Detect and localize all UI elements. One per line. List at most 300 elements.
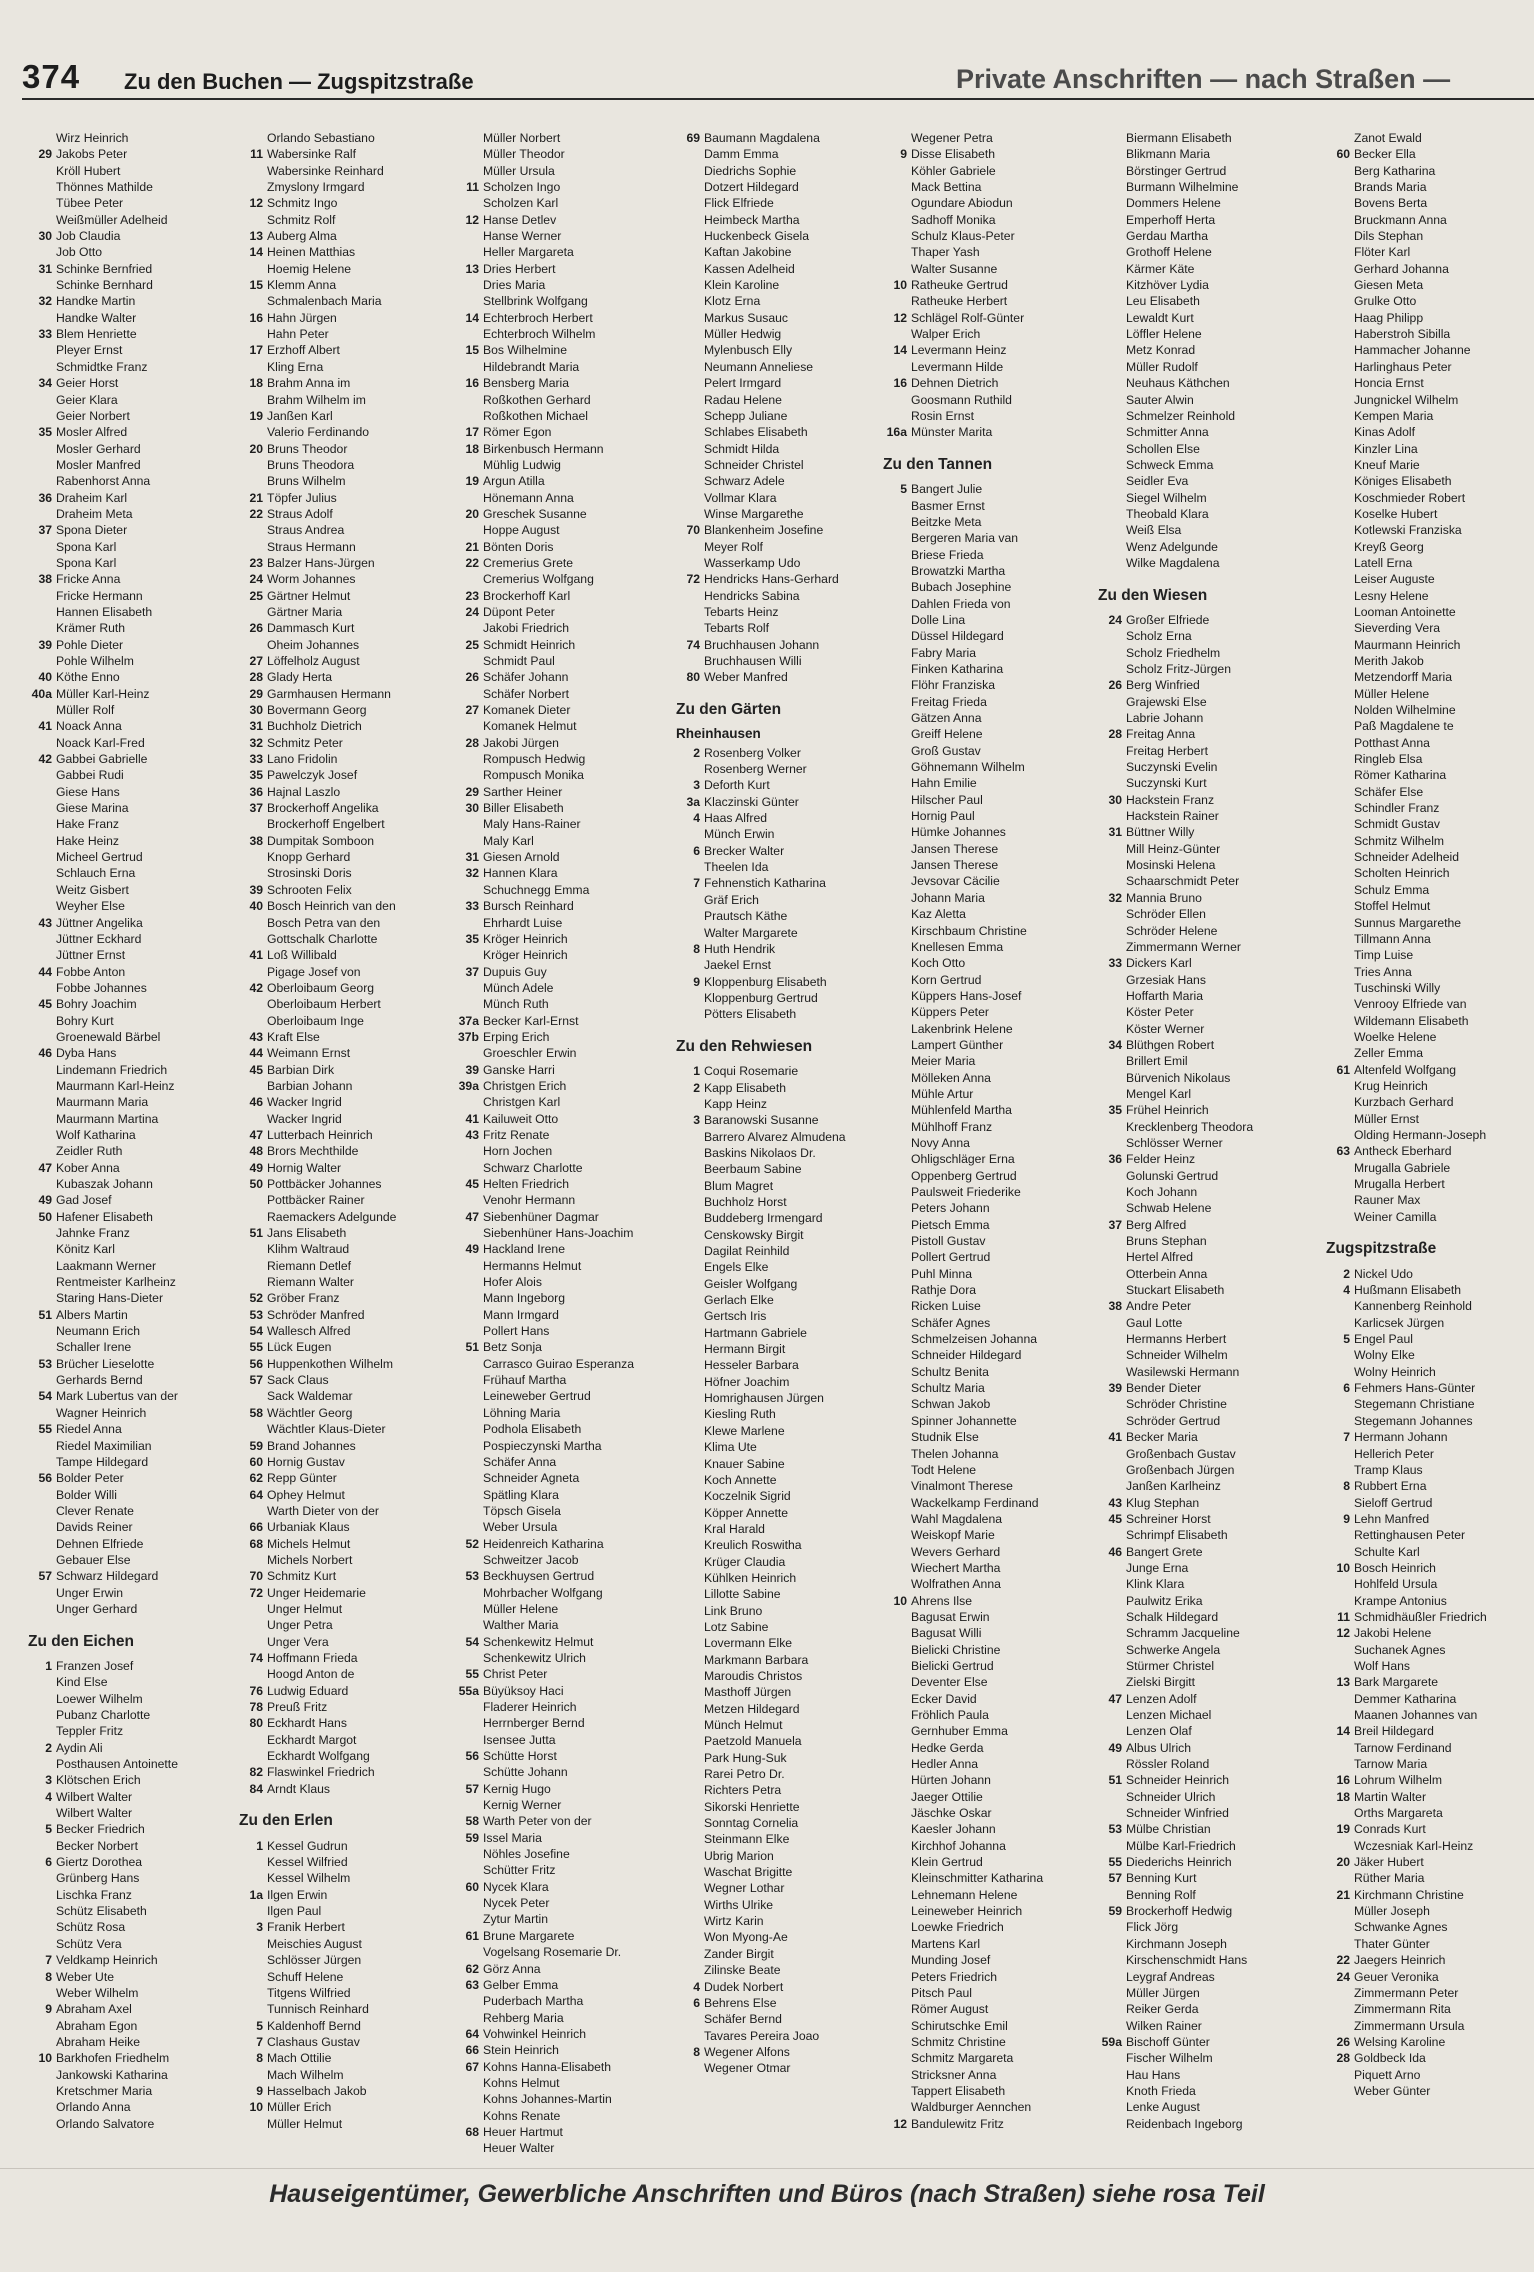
- house-number: 39a: [458, 1078, 479, 1093]
- house-number: 50: [38, 1209, 52, 1224]
- resident-name: Schneider Heinrich: [1126, 1773, 1229, 1788]
- directory-entry: [1320, 392, 1534, 408]
- directory-entry: [670, 794, 895, 810]
- directory-entry: [877, 1625, 1102, 1641]
- directory-entry: [1092, 1037, 1317, 1053]
- resident-name: Bolder Peter: [56, 1471, 124, 1486]
- directory-entry: [1320, 947, 1534, 963]
- directory-entry: [1320, 1544, 1534, 1560]
- house-number: 18: [1336, 1789, 1350, 1804]
- resident-name: Brockerhoff Karl: [483, 588, 571, 603]
- directory-entry: [1320, 1740, 1534, 1756]
- resident-name: Flick Elfriede: [704, 196, 774, 211]
- directory-entry: [1320, 473, 1534, 489]
- resident-name: Scholz Erna: [1126, 629, 1192, 644]
- resident-name: Park Hung-Suk: [704, 1750, 787, 1765]
- directory-entry: [233, 1952, 458, 1968]
- directory-entry: [1092, 539, 1317, 555]
- directory-entry: [1092, 1658, 1317, 1674]
- directory-entry: [22, 1323, 247, 1339]
- resident-name: Weber Günter: [1354, 2083, 1431, 2098]
- house-number: 7: [693, 876, 700, 891]
- house-number: 3: [45, 1773, 52, 1788]
- resident-name: Martens Karl: [911, 1936, 981, 1951]
- resident-name: Schütte Horst: [483, 1749, 557, 1764]
- resident-name: Rentmeister Karlheinz: [56, 1275, 176, 1290]
- resident-name: Wächtler Klaus-Dieter: [267, 1422, 386, 1437]
- directory-entry: [1092, 228, 1317, 244]
- directory-entry: [1092, 1495, 1317, 1511]
- directory-entry: [1320, 1209, 1534, 1225]
- resident-name: Lakenbrink Helene: [911, 1021, 1013, 1036]
- directory-entry: [877, 923, 1102, 939]
- directory-entry: [22, 1029, 247, 1045]
- directory-entry: [877, 1086, 1102, 1102]
- directory-entry: [877, 1658, 1102, 1674]
- house-number: 41: [465, 1111, 479, 1126]
- directory-entry: [22, 2116, 247, 2132]
- resident-name: Damm Emma: [704, 147, 779, 162]
- resident-name: Schinke Bernhard: [56, 278, 153, 293]
- directory-entry: [1092, 1200, 1317, 1216]
- resident-name: Schwarz Charlotte: [483, 1160, 583, 1175]
- resident-name: Diederichs Heinrich: [1126, 1855, 1232, 1870]
- directory-entry: [449, 1454, 674, 1470]
- directory-entry: [1320, 539, 1534, 555]
- house-number: 19: [249, 408, 263, 423]
- resident-name: Gröber Franz: [267, 1291, 340, 1306]
- resident-name: Weiß Elsa: [1126, 523, 1182, 538]
- resident-name: Berg Winfried: [1126, 678, 1200, 693]
- resident-name: Eckhardt Hans: [267, 1716, 347, 1731]
- resident-name: Fehnenstich Katharina: [704, 876, 826, 891]
- directory-entry: [449, 1993, 674, 2009]
- resident-name: Stricksner Anna: [911, 2067, 997, 2082]
- house-number: 17: [249, 343, 263, 358]
- directory-entry: [1320, 1127, 1534, 1143]
- resident-name: Hasselbach Jakob: [267, 2083, 367, 2098]
- resident-name: Köthe Enno: [56, 670, 120, 685]
- resident-name: Hanse Detlev: [483, 212, 557, 227]
- directory-entry: [670, 1129, 895, 1145]
- directory-entry: [449, 1781, 674, 1797]
- directory-entry: [1092, 1887, 1317, 1903]
- resident-name: Rubbert Erna: [1354, 1479, 1427, 1494]
- resident-name: Blankenheim Josefine: [704, 523, 824, 538]
- directory-entry: [1092, 677, 1317, 693]
- resident-name: Hildebrandt Maria: [483, 359, 580, 374]
- house-number: 14: [249, 245, 263, 260]
- house-number: 80: [249, 1716, 263, 1731]
- house-number: 84: [249, 1781, 263, 1796]
- resident-name: Nycek Peter: [483, 1896, 550, 1911]
- directory-entry: [233, 702, 458, 718]
- resident-name: Peters Friedrich: [911, 1969, 998, 1984]
- resident-name: Rettinghausen Peter: [1354, 1528, 1466, 1543]
- directory-entry: [877, 1184, 1102, 1200]
- directory-entry: [449, 1192, 674, 1208]
- resident-name: Leineweber Gertrud: [483, 1389, 591, 1404]
- house-number: 8: [1343, 1479, 1350, 1494]
- resident-name: Kärmer Käte: [1126, 261, 1195, 276]
- resident-name: Theelen Ida: [704, 860, 769, 875]
- resident-name: Hahn Peter: [267, 327, 329, 342]
- resident-name: Walper Erich: [911, 327, 981, 342]
- house-number: 55: [38, 1422, 52, 1437]
- directory-entry: [1092, 1266, 1317, 1282]
- resident-name: Münster Marita: [911, 425, 993, 440]
- directory-entry: [877, 1021, 1102, 1037]
- directory-entry: [1320, 1143, 1534, 1159]
- directory-entry: [1092, 375, 1317, 391]
- resident-name: Goldbeck Ida: [1354, 2051, 1426, 2066]
- directory-entry: [233, 1585, 458, 1601]
- resident-name: Schaller Irene: [56, 1340, 132, 1355]
- house-number: 61: [1336, 1062, 1350, 1077]
- directory-entry: [1320, 1593, 1534, 1609]
- resident-name: Gelber Emma: [483, 1977, 559, 1992]
- resident-name: Wagner Heinrich: [56, 1405, 147, 1420]
- resident-name: Schneider Winfried: [1126, 1806, 1229, 1821]
- house-number: 32: [38, 294, 52, 309]
- directory-entry: [670, 637, 895, 653]
- resident-name: Koselke Hubert: [1354, 506, 1438, 521]
- resident-name: Looman Antoinette: [1354, 604, 1456, 619]
- house-number: 12: [249, 196, 263, 211]
- resident-name: Wasilewski Hermann: [1126, 1364, 1240, 1379]
- directory-entry: [233, 1870, 458, 1886]
- house-number: 22: [249, 506, 263, 521]
- directory-entry: [877, 481, 1102, 497]
- resident-name: Urbaniak Klaus: [267, 1520, 350, 1535]
- directory-entry: [1320, 2050, 1534, 2066]
- directory-entry: [1320, 179, 1534, 195]
- resident-name: Wegener Petra: [911, 131, 993, 145]
- resident-name: Antheck Eberhard: [1354, 1144, 1452, 1159]
- resident-name: Lenzen Michael: [1126, 1708, 1212, 1722]
- directory-entry: [233, 604, 458, 620]
- directory-entry: [233, 1601, 458, 1617]
- directory-entry: [670, 875, 895, 891]
- resident-name: Greiff Helene: [911, 727, 983, 742]
- directory-entry: [22, 163, 247, 179]
- resident-name: Hahn Jürgen: [267, 310, 337, 325]
- directory-entry: [22, 228, 247, 244]
- resident-name: Maurmann Karl-Heinz: [56, 1078, 175, 1093]
- directory-entry: [233, 1323, 458, 1339]
- resident-name: Fricke Hermann: [56, 588, 143, 603]
- directory-entry: [449, 1961, 674, 1977]
- directory-entry: [1092, 522, 1317, 538]
- directory-entry: [670, 571, 895, 587]
- house-number: 54: [38, 1389, 52, 1404]
- resident-name: Kirchmann Joseph: [1126, 1936, 1227, 1951]
- resident-name: Schmitz Christine: [911, 2034, 1006, 2049]
- directory-entry: [449, 1176, 674, 1192]
- directory-entry: [449, 1683, 674, 1699]
- resident-name: Bosch Heinrich: [1354, 1560, 1436, 1575]
- house-number: 22: [1336, 1953, 1350, 1968]
- resident-name: Wallesch Alfred: [267, 1324, 351, 1339]
- directory-entry: [670, 1006, 895, 1022]
- resident-name: Hohlfeld Ursula: [1354, 1577, 1438, 1592]
- resident-name: Loewer Wilhelm: [56, 1691, 143, 1706]
- resident-name: Wilbert Walter: [56, 1789, 133, 1804]
- directory-entry: [670, 1586, 895, 1602]
- directory-entry: [233, 244, 458, 260]
- directory-entry: [449, 179, 674, 195]
- directory-entry: [670, 522, 895, 538]
- directory-entry: [877, 579, 1102, 595]
- resident-name: Titgens Wilfried: [267, 1985, 351, 2000]
- resident-name: Rosenberg Volker: [704, 745, 801, 760]
- house-number: 12: [1336, 1626, 1350, 1641]
- resident-name: Zeidler Ruth: [56, 1144, 123, 1159]
- directory-entry: [233, 1372, 458, 1388]
- directory-entry: [877, 2034, 1102, 2050]
- directory-entry: [877, 1593, 1102, 1609]
- resident-name: Sauter Alwin: [1126, 392, 1194, 407]
- resident-name: Sonntag Cornelia: [704, 1816, 799, 1831]
- resident-name: Schmidhäußler Friedrich: [1354, 1609, 1487, 1624]
- resident-name: Mach Wilhelm: [267, 2067, 344, 2082]
- resident-name: Honcia Ernst: [1354, 376, 1424, 391]
- house-number: 40: [249, 899, 263, 914]
- directory-entry: [670, 1161, 895, 1177]
- house-number: 54: [465, 1634, 479, 1649]
- resident-name: Blem Henriette: [56, 327, 137, 342]
- directory-entry: [449, 1274, 674, 1290]
- resident-name: Schmelzer Reinhold: [1126, 408, 1236, 423]
- resident-name: Schmidt Heinrich: [483, 637, 576, 652]
- resident-name: Metzendorff Maria: [1354, 670, 1452, 685]
- house-number: 3a: [686, 794, 700, 809]
- directory-entry: [877, 1576, 1102, 1592]
- resident-name: Schröder Christine: [1126, 1397, 1227, 1412]
- directory-entry: [449, 1536, 674, 1552]
- directory-entry: [1092, 2034, 1317, 2050]
- house-number: 48: [249, 1144, 263, 1159]
- directory-entry: [1092, 1151, 1317, 1167]
- directory-entry: [877, 1969, 1102, 1985]
- directory-entry: [670, 826, 895, 842]
- resident-name: Unger Helmut: [267, 1601, 343, 1616]
- directory-entry: [449, 1388, 674, 1404]
- directory-entry: [233, 1438, 458, 1454]
- directory-entry: [22, 1536, 247, 1552]
- directory-entry: [233, 1470, 458, 1486]
- house-number: 31: [1108, 825, 1122, 840]
- resident-name: Thaper Yash: [911, 245, 980, 260]
- resident-name: Schmitz Margareta: [911, 2051, 1014, 2066]
- resident-name: Zimmermann Werner: [1126, 939, 1241, 954]
- resident-name: Schütz Rosa: [56, 1920, 126, 1935]
- resident-name: Kühlken Heinrich: [704, 1570, 797, 1585]
- house-number: 40: [38, 670, 52, 685]
- resident-name: Schneider Christel: [704, 457, 804, 472]
- directory-entry: [22, 996, 247, 1012]
- house-number: 35: [465, 931, 479, 946]
- resident-name: Jäschke Oskar: [911, 1806, 992, 1821]
- house-number: 78: [249, 1700, 263, 1714]
- directory-entry: [22, 375, 247, 391]
- house-number: 57: [1108, 1871, 1122, 1886]
- directory-entry: [1092, 1315, 1317, 1331]
- resident-name: Davids Reiner: [56, 1520, 133, 1535]
- house-number: 55a: [458, 1683, 479, 1698]
- resident-name: Jüttner Ernst: [56, 948, 126, 963]
- house-number: 8: [693, 2044, 700, 2059]
- house-number: 66: [465, 2043, 479, 2058]
- resident-name: Gärtner Helmut: [267, 588, 351, 603]
- directory-entry: [449, 1013, 674, 1029]
- resident-name: Mrugalla Gabriele: [1354, 1160, 1451, 1175]
- resident-name: Roßkothen Michael: [483, 408, 588, 423]
- directory-entry: [1092, 824, 1317, 840]
- directory-entry: [449, 702, 674, 718]
- resident-name: Zimmermann Ursula: [1354, 2018, 1465, 2033]
- resident-name: Kral Harald: [704, 1521, 765, 1536]
- directory-entry: [22, 2099, 247, 2115]
- directory-entry: [449, 1634, 674, 1650]
- resident-name: Kaldenhoff Bernd: [267, 2018, 361, 2033]
- resident-name: Könitz Karl: [56, 1242, 115, 1257]
- directory-entry: [877, 392, 1102, 408]
- resident-name: Berg Alfred: [1126, 1217, 1187, 1232]
- directory-entry: [1320, 718, 1534, 734]
- directory-entry: [22, 653, 247, 669]
- directory-entry: [233, 539, 458, 555]
- directory-entry: [449, 1209, 674, 1225]
- resident-name: Christgen Karl: [483, 1095, 561, 1110]
- resident-name: Fritz Renate: [483, 1127, 550, 1142]
- resident-name: Reiker Gerda: [1126, 2002, 1199, 2017]
- directory-entry: [233, 195, 458, 211]
- resident-name: Cremerius Grete: [483, 555, 574, 570]
- directory-entry: [1320, 2018, 1534, 2034]
- directory-entry: [877, 2001, 1102, 2017]
- resident-name: Schwan Jakob: [911, 1397, 991, 1412]
- house-number: 37: [249, 801, 263, 816]
- directory-entry: [233, 424, 458, 440]
- directory-entry: [449, 555, 674, 571]
- house-number: 39: [465, 1062, 479, 1077]
- resident-name: Jansen Therese: [911, 841, 999, 856]
- directory-entry: [1320, 571, 1534, 587]
- directory-entry: [22, 1691, 247, 1707]
- resident-name: Schrooten Felix: [267, 882, 352, 897]
- directory-entry: [449, 2108, 674, 2124]
- resident-name: Leiser Auguste: [1354, 572, 1435, 587]
- directory-entry: [1092, 1772, 1317, 1788]
- resident-name: Blüthgen Robert: [1126, 1037, 1215, 1052]
- directory-entry: [233, 1356, 458, 1372]
- resident-name: Schäfer Agnes: [911, 1315, 991, 1330]
- resident-name: Noack Anna: [56, 719, 122, 734]
- page-number: 374: [22, 58, 81, 95]
- resident-name: Mosinski Helena: [1126, 858, 1216, 873]
- resident-name: Sadhoff Monika: [911, 212, 996, 227]
- directory-entry: [877, 1004, 1102, 1020]
- resident-name: Erping Erich: [483, 1029, 550, 1044]
- resident-name: Valerio Ferdinando: [267, 425, 370, 440]
- resident-name: Leu Elisabeth: [1126, 294, 1200, 309]
- directory-entry: [1092, 424, 1317, 440]
- house-number: 47: [465, 1209, 479, 1224]
- directory-entry: [233, 767, 458, 783]
- resident-name: Gätzen Anna: [911, 711, 982, 726]
- resident-name: Weber Wilhelm: [56, 1985, 139, 2000]
- directory-entry: [1320, 1478, 1534, 1494]
- resident-name: Sieverding Vera: [1354, 621, 1441, 636]
- directory-entry: [670, 1831, 895, 1847]
- resident-name: Beitzke Meta: [911, 514, 982, 529]
- resident-name: Hannen Klara: [483, 866, 558, 881]
- directory-entry: [22, 1421, 247, 1437]
- resident-name: Pollert Gertrud: [911, 1250, 991, 1265]
- resident-name: Rauner Max: [1354, 1193, 1421, 1208]
- directory-entry: [877, 1102, 1102, 1118]
- resident-name: Veldkamp Heinrich: [56, 1953, 158, 1968]
- resident-name: Groß Gustav: [911, 743, 981, 758]
- house-number: 29: [38, 147, 52, 162]
- directory-entry: [449, 2042, 674, 2058]
- resident-name: Müller Rolf: [56, 703, 115, 718]
- directory-entry: [1092, 293, 1317, 309]
- house-number: 27: [465, 703, 479, 718]
- resident-name: Beckhuysen Gertrud: [483, 1569, 595, 1584]
- resident-name: Rehberg Maria: [483, 2010, 564, 2025]
- resident-name: Pollert Hans: [483, 1324, 550, 1339]
- house-number: 34: [38, 376, 52, 391]
- directory-entry: [233, 1666, 458, 1682]
- resident-name: Straus Andrea: [267, 523, 345, 538]
- resident-name: Unger Heidemarie: [267, 1585, 366, 1600]
- directory-entry: [1092, 195, 1317, 211]
- directory-entry: [233, 555, 458, 571]
- directory-entry: [1320, 588, 1534, 604]
- resident-name: Blikmann Maria: [1126, 147, 1210, 162]
- resident-name: Dumpitak Somboon: [267, 833, 375, 848]
- resident-name: Mohrbacher Wolfgang: [483, 1585, 603, 1600]
- house-number: 37: [465, 964, 479, 979]
- directory-entry: [1320, 882, 1534, 898]
- resident-name: Diedrichs Sophie: [704, 163, 797, 178]
- directory-entry: [1320, 1658, 1534, 1674]
- resident-name: Jakobi Friedrich: [483, 621, 570, 636]
- house-number: 82: [249, 1765, 263, 1780]
- house-number: 5: [45, 1822, 52, 1837]
- directory-entry: [1320, 1952, 1534, 1968]
- resident-name: Lindemann Friedrich: [56, 1062, 168, 1077]
- house-number: 28: [249, 670, 263, 685]
- resident-name: Koch Johann: [1126, 1185, 1198, 1199]
- resident-name: Huppenkothen Wilhelm: [267, 1356, 394, 1371]
- directory-entry: [233, 506, 458, 522]
- directory-entry: [1092, 743, 1317, 759]
- directory-entry: [233, 1045, 458, 1061]
- resident-name: Lewaldt Kurt: [1126, 310, 1194, 325]
- directory-entry: [449, 359, 674, 375]
- resident-name: Knellesen Emma: [911, 939, 1004, 954]
- directory-entry: [1092, 342, 1317, 358]
- house-number: 38: [38, 572, 52, 587]
- resident-name: Warth Peter von der: [483, 1814, 592, 1829]
- house-number: 33: [465, 899, 479, 914]
- directory-entry: [449, 2026, 674, 2042]
- house-number: 9: [693, 974, 700, 989]
- directory-entry: [449, 996, 674, 1012]
